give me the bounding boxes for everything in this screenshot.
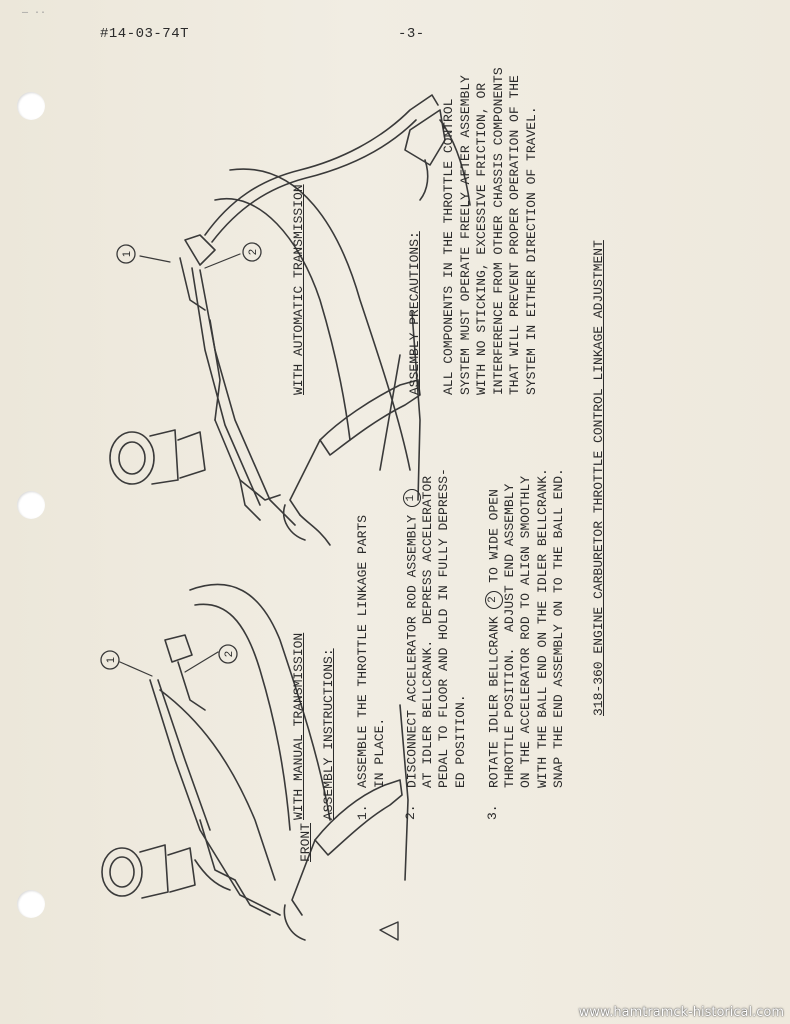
step-2-number: 2. [403,804,418,820]
precaution-line-4: INTERFERENCE FROM OTHER CHASSIS COMPONENTS [490,67,506,395]
step-3-line-2: THROTTLE POSITION. ADJUST END ASSEMBLY [501,483,517,788]
precaution-line-5: THAT WILL PREVENT PROPER OPERATION OF THE [507,75,522,395]
manual-callout-2: 2 [223,650,235,658]
assembly-instructions-heading: ASSEMBLY INSTRUCTIONS: [321,648,336,820]
auto-callout-2: 2 [247,248,259,256]
step-3-line-4: WITH THE BALL END ON THE IDLER BELLCRANK. [534,468,550,788]
auto-callout-1: 1 [121,250,133,258]
step-1-number: 1. [355,804,370,820]
step-3-number: 3. [485,804,500,820]
step-2-line-3: PEDAL TO FLOOR AND HOLD IN FULLY DEPRESS- [436,468,451,788]
step-3-line-5: SNAP THE END ASSEMBLY ON TO THE BALL END. [551,468,566,788]
precaution-line-1: ALL COMPONENTS IN THE THROTTLE CONTROL [441,98,456,395]
step-2-line-4: ED POSITION. [452,694,468,788]
step-1-line-1: ASSEMBLE THE THROTTLE LINKAGE PARTS [355,514,370,788]
step-2-callout-icon: 1 [403,489,421,507]
figure-caption: 318-360 ENGINE CARBURETOR THROTTLE CONTROL LINKAGE ADJUSTMENT [591,240,606,716]
precaution-line-2: SYSTEM MUST OPERATE FREELY AFTER ASSEMBLY [457,75,473,395]
step-3-line-3: ON THE ACCELERATOR ROD TO ALIGN SMOOTHLY [518,475,533,788]
precaution-line-3: WITH NO STICKING, EXCESSIVE FRICTION, OR [474,82,489,395]
step-2-line-2: AT IDLER BELLCRANK. DEPRESS ACCELERATOR [419,475,435,788]
manual-callout-1: 1 [105,656,117,664]
document-number: #14-03-74T [100,26,190,42]
step-3-line-1: ROTATE IDLER BELLCRANK 2 TO WIDE OPEN [486,489,502,788]
step-1-line-2: IN PLACE. [371,717,387,788]
precaution-line-6: SYSTEM IN EITHER DIRECTION OF TRAVEL. [523,106,539,395]
step-3-callout-icon: 2 [485,591,503,609]
corner-mark: — ·· [22,8,47,19]
rotated-text-block [15,8,615,928]
assembly-precautions-heading: ASSEMBLY PRECAUTIONS: [407,231,422,395]
automatic-section-title: WITH AUTOMATIC TRANSMISSION [291,184,306,395]
site-watermark: www.hamtramck-historical.com [578,1005,784,1020]
page-number: -3- [398,26,425,42]
front-label: FRONT [298,822,313,862]
step-2-line-1: DISCONNECT ACCELERATOR ROD ASSEMBLY 1 [403,489,421,788]
manual-section-title: WITH MANUAL TRANSMISSION [291,632,306,820]
